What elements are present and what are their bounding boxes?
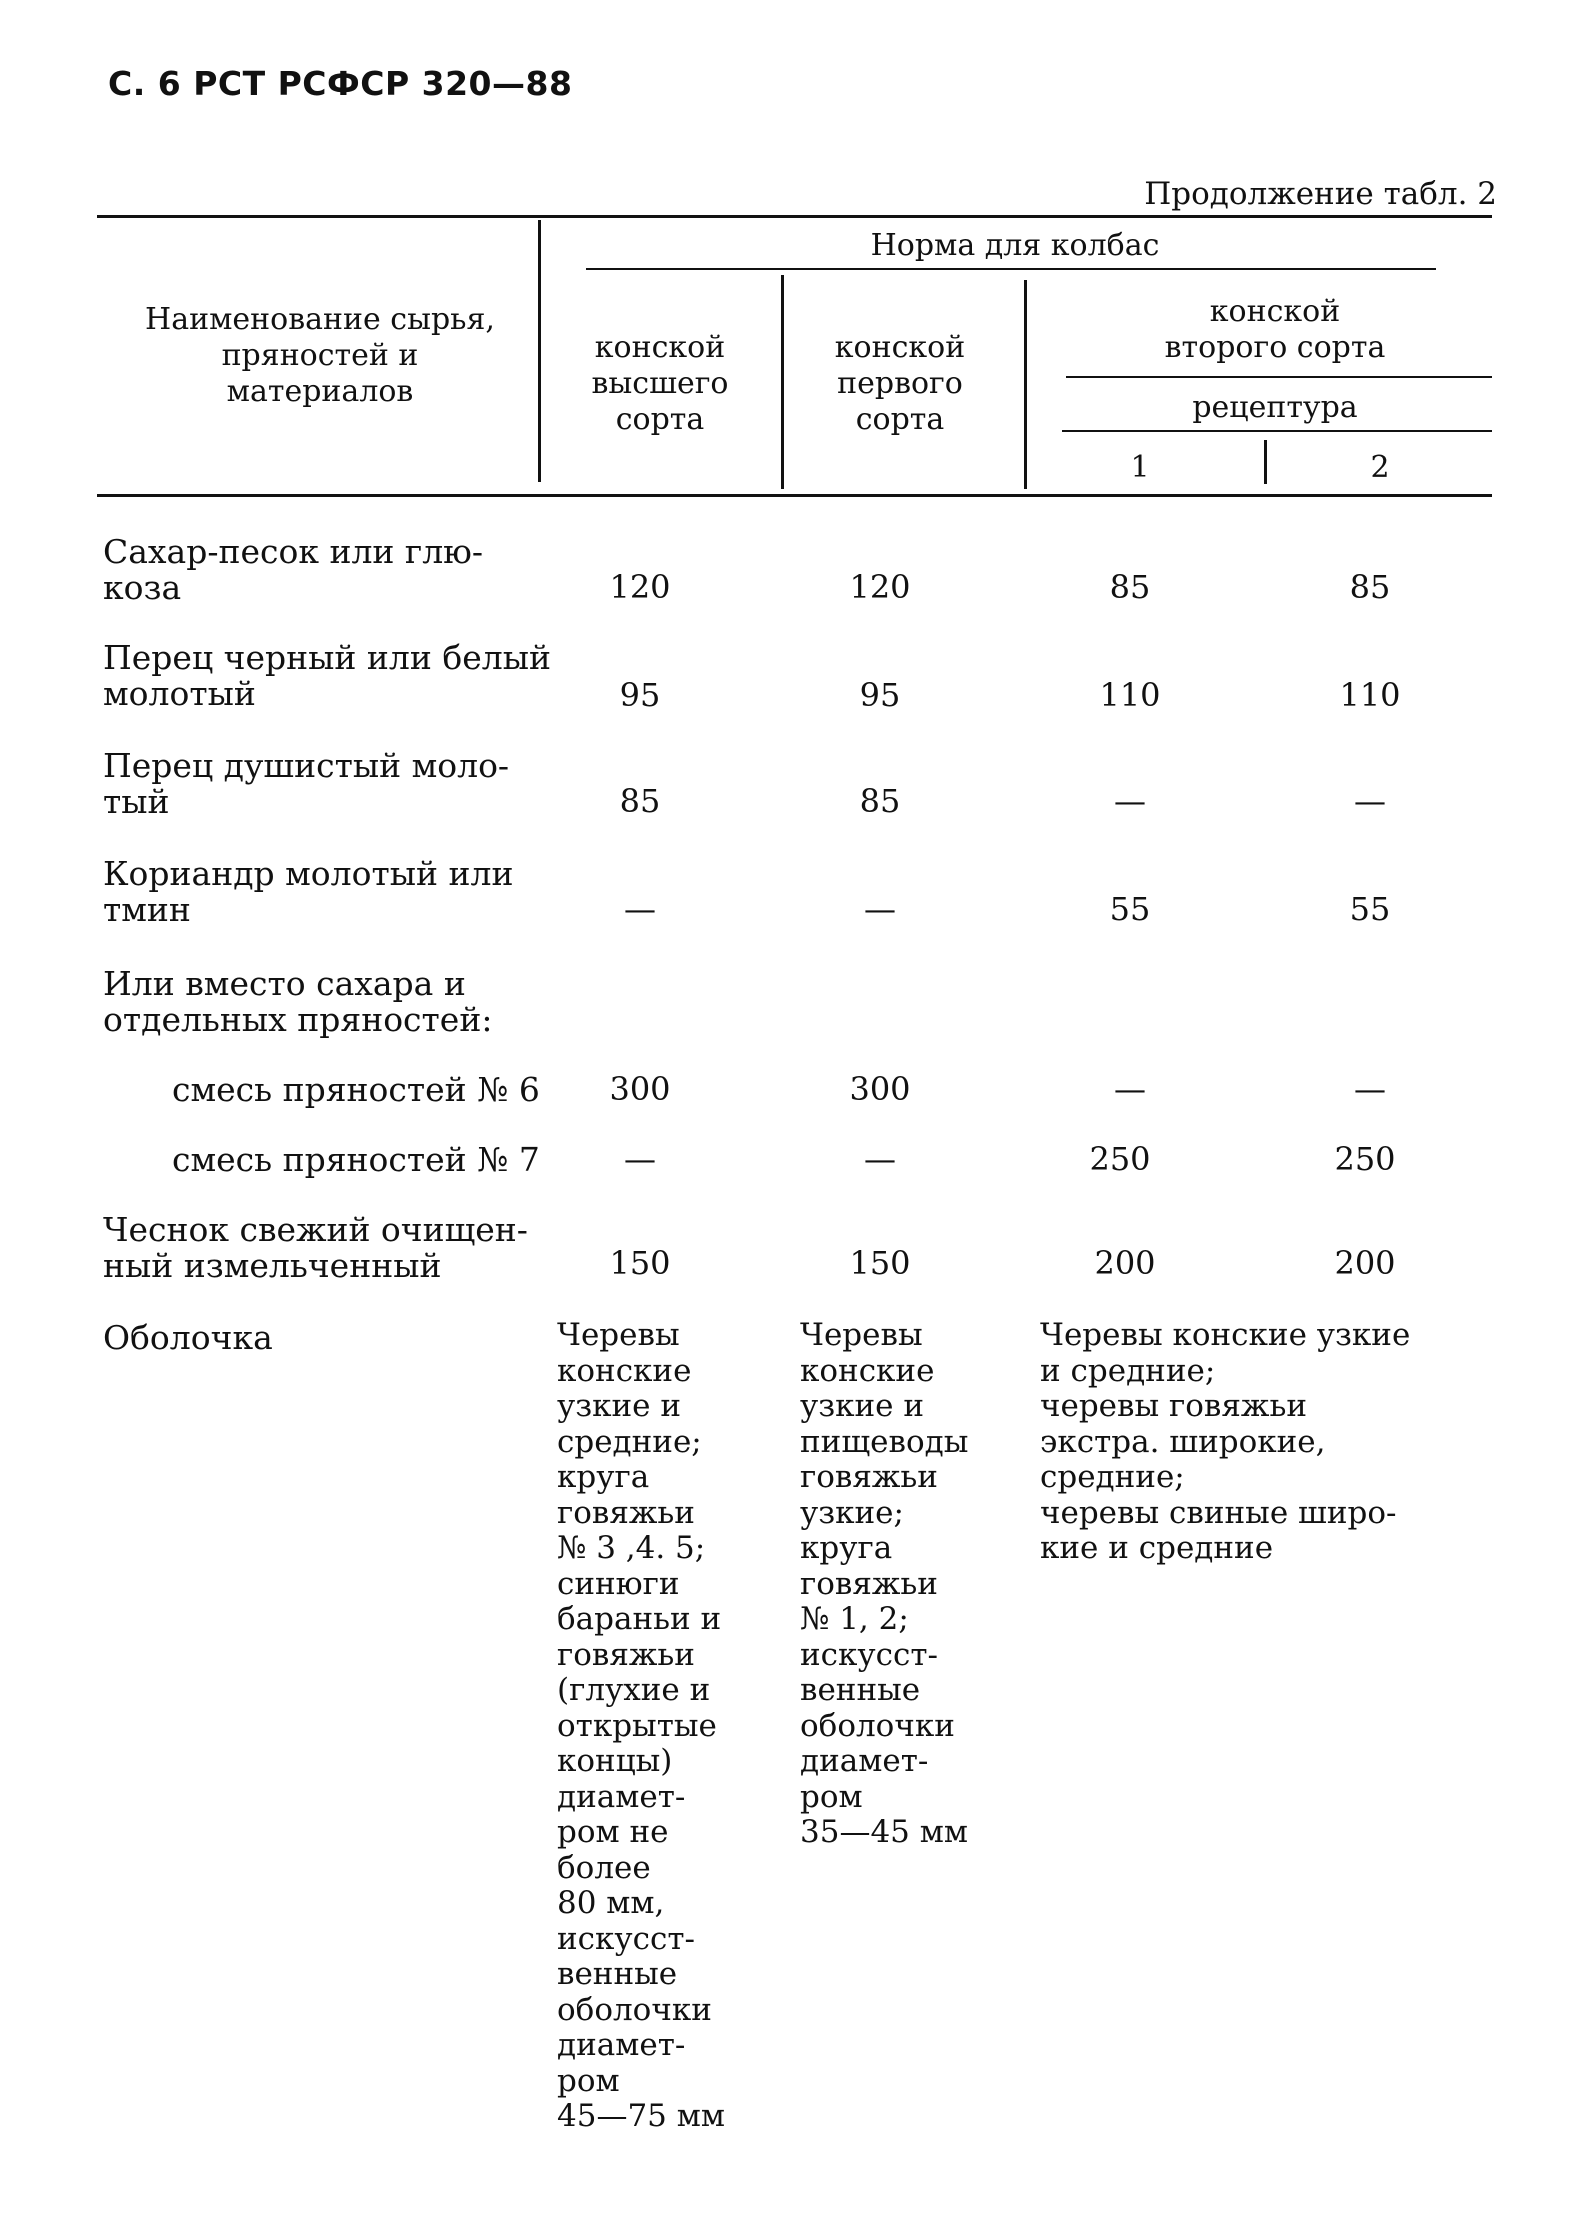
row-label: Чеснок свежий очищен- ный измельченный	[103, 1210, 528, 1285]
table-continuation-label: Продолжение табл. 2	[1144, 176, 1497, 212]
table-cell: 55	[1349, 890, 1391, 928]
col2-header: конской первого сорта	[834, 330, 966, 437]
col1-header: конской высшего сорта	[591, 330, 729, 437]
recipe-divider	[1264, 440, 1267, 484]
recipe-header: рецептура	[1192, 390, 1358, 425]
table-cell: 95	[619, 676, 661, 714]
row-label: Перец душистый моло- тый	[103, 746, 510, 821]
row-label: смесь пряностей № 6	[172, 1070, 540, 1109]
table-cell: —	[864, 890, 896, 928]
row-label: Кориандр молотый или тмин	[103, 854, 514, 929]
recipe-rule	[1062, 430, 1492, 432]
table-cell: 150	[849, 1244, 911, 1282]
header-bottom-rule	[97, 494, 1492, 497]
col3-header: конской второго сорта	[1164, 294, 1386, 365]
group-header-rule	[586, 268, 1436, 270]
row-label: Или вместо сахара и отдельных пряностей:	[103, 964, 493, 1039]
col2-divider	[1024, 280, 1027, 489]
table-cell: 110	[1099, 676, 1161, 714]
norm-group-header: Норма для колбас	[870, 228, 1160, 263]
table-cell: —	[1354, 1070, 1386, 1108]
table-cell: 150	[609, 1244, 671, 1282]
table-cell: —	[1114, 782, 1146, 820]
casing-col2-text: Черевы конские узкие и пищеводы говяжьи узкие; круга говяжьи № 1, 2; искусст- венные оболочки диамет- ром 35—45 мм	[800, 1317, 969, 1850]
table-cell: 300	[609, 1070, 671, 1108]
page-header: С. 6 РСТ РСФСР 320—88	[108, 64, 573, 103]
name-col-divider	[538, 220, 541, 482]
table-cell: 85	[1349, 568, 1391, 606]
table-cell: —	[624, 1140, 656, 1178]
table-cell: 110	[1339, 676, 1401, 714]
recipe-1-header: 1	[1130, 450, 1150, 485]
table-cell: —	[624, 890, 656, 928]
table-cell: 120	[609, 568, 671, 606]
table-cell: 200	[1334, 1244, 1396, 1282]
row-label: смесь пряностей № 7	[172, 1140, 540, 1179]
table-cell: 250	[1334, 1140, 1396, 1178]
table-cell: 85	[859, 782, 901, 820]
casing-col3-text: Черевы конские узкие и средние; черевы говяжьи экстра. широкие, средние; черевы свиные широ- кие и средние	[1040, 1317, 1411, 1566]
col3-group-rule	[1066, 376, 1492, 378]
name-column-header: Наименование сырья, пряностей и материалов	[145, 302, 495, 409]
table-cell: 250	[1089, 1140, 1151, 1178]
table-cell: —	[864, 1140, 896, 1178]
row-label: Оболочка	[103, 1318, 273, 1357]
table-top-rule	[97, 215, 1492, 218]
casing-col1-text: Черевы конские узкие и средние; круга говяжьи № 3 ,4. 5; синюги бараньи и говяжьи (глухие и открытые концы) диамет- ром не более 80 мм, искусст- венные оболочки диамет- ром 45—75 мм	[557, 1317, 725, 2134]
table-cell: 95	[859, 676, 901, 714]
table-cell: 55	[1109, 890, 1151, 928]
recipe-2-header: 2	[1370, 450, 1390, 485]
table-cell: —	[1114, 1070, 1146, 1108]
table-cell: 85	[1109, 568, 1151, 606]
table-cell: 200	[1094, 1244, 1156, 1282]
table-cell: —	[1354, 782, 1386, 820]
table-cell: 85	[619, 782, 661, 820]
table-cell: 120	[849, 568, 911, 606]
row-label: Перец черный или белый молотый	[103, 638, 551, 713]
row-label: Сахар-песок или глю- коза	[103, 532, 484, 607]
col1-divider	[781, 275, 784, 489]
table-cell: 300	[849, 1070, 911, 1108]
